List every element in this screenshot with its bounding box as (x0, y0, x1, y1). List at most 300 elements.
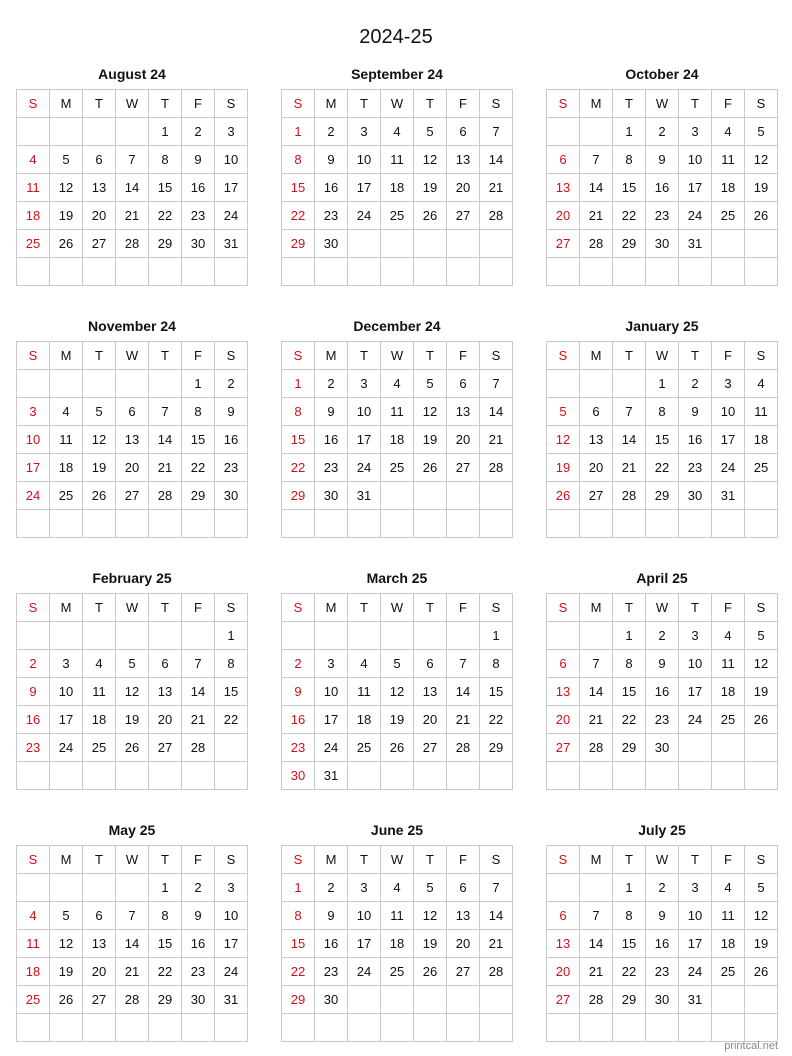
day-cell: 11 (348, 678, 381, 706)
month-title: January 25 (625, 318, 699, 334)
day-cell: 7 (447, 650, 480, 678)
empty-cell (712, 986, 745, 1014)
month-table (16, 341, 248, 538)
day-cell: 12 (745, 146, 778, 174)
empty-cell (116, 510, 149, 538)
empty-cell (745, 1014, 778, 1042)
day-cell: 20 (447, 174, 480, 202)
empty-cell (745, 482, 778, 510)
weekday-header: S (480, 846, 513, 874)
day-cell: 8 (646, 398, 679, 426)
weekday-header: T (83, 594, 116, 622)
month-table (16, 593, 248, 790)
day-cell: 19 (50, 202, 83, 230)
empty-cell (149, 370, 182, 398)
day-cell: 19 (745, 930, 778, 958)
day-cell: 29 (282, 230, 315, 258)
day-cell: 2 (315, 370, 348, 398)
weekday-header: T (149, 594, 182, 622)
empty-cell (315, 622, 348, 650)
empty-cell (480, 230, 513, 258)
empty-cell (116, 118, 149, 146)
weekday-header: S (547, 594, 580, 622)
day-cell: 14 (480, 398, 513, 426)
day-cell: 22 (613, 958, 646, 986)
day-cell: 26 (414, 202, 447, 230)
empty-cell (480, 258, 513, 286)
weekday-header: T (613, 90, 646, 118)
day-cell: 27 (447, 454, 480, 482)
weekday-header: M (580, 594, 613, 622)
month-calendar (546, 563, 778, 790)
empty-cell (580, 874, 613, 902)
day-cell: 18 (83, 706, 116, 734)
day-cell: 14 (580, 678, 613, 706)
empty-cell (282, 622, 315, 650)
empty-cell (712, 762, 745, 790)
day-cell: 10 (712, 398, 745, 426)
day-cell: 11 (381, 146, 414, 174)
day-cell: 8 (613, 902, 646, 930)
day-cell: 28 (116, 986, 149, 1014)
empty-cell (282, 1014, 315, 1042)
empty-cell (447, 762, 480, 790)
day-cell: 3 (348, 874, 381, 902)
day-cell: 14 (182, 678, 215, 706)
empty-cell (381, 762, 414, 790)
day-cell: 15 (149, 174, 182, 202)
month-calendar (16, 563, 248, 790)
day-cell: 17 (17, 454, 50, 482)
day-cell: 22 (149, 958, 182, 986)
empty-cell (745, 734, 778, 762)
day-cell: 24 (17, 482, 50, 510)
empty-cell (83, 762, 116, 790)
day-cell: 1 (182, 370, 215, 398)
day-cell: 23 (315, 454, 348, 482)
weekday-header: W (381, 594, 414, 622)
day-cell: 8 (149, 902, 182, 930)
day-cell: 13 (547, 678, 580, 706)
day-cell: 9 (182, 902, 215, 930)
empty-cell (116, 874, 149, 902)
day-cell: 5 (83, 398, 116, 426)
weekday-header: S (17, 90, 50, 118)
empty-cell (83, 510, 116, 538)
day-cell: 17 (215, 174, 248, 202)
day-cell: 23 (315, 958, 348, 986)
day-cell: 28 (580, 986, 613, 1014)
weekday-header: F (447, 90, 480, 118)
day-cell: 5 (381, 650, 414, 678)
day-cell: 30 (315, 230, 348, 258)
day-cell: 12 (116, 678, 149, 706)
weekday-header: S (547, 846, 580, 874)
month-title: May 25 (108, 822, 156, 838)
day-cell: 30 (182, 986, 215, 1014)
weekday-header: S (480, 90, 513, 118)
weekday-header: M (50, 342, 83, 370)
day-cell: 26 (547, 482, 580, 510)
day-cell: 16 (646, 678, 679, 706)
day-cell: 2 (282, 650, 315, 678)
day-cell: 12 (745, 902, 778, 930)
month-table (546, 341, 778, 538)
day-cell: 2 (182, 118, 215, 146)
day-cell: 19 (414, 174, 447, 202)
empty-cell (17, 1014, 50, 1042)
day-cell: 21 (116, 202, 149, 230)
weekday-header: W (116, 342, 149, 370)
day-cell: 28 (116, 230, 149, 258)
day-cell: 15 (613, 678, 646, 706)
day-cell: 1 (282, 118, 315, 146)
day-cell: 11 (712, 902, 745, 930)
day-cell: 1 (480, 622, 513, 650)
day-cell: 27 (447, 202, 480, 230)
weekday-header: F (447, 846, 480, 874)
weekday-header: W (646, 342, 679, 370)
day-cell: 14 (480, 146, 513, 174)
day-cell: 14 (613, 426, 646, 454)
day-cell: 7 (580, 650, 613, 678)
weekday-header: W (646, 846, 679, 874)
day-cell: 25 (745, 454, 778, 482)
empty-cell (679, 1014, 712, 1042)
month-title: December 24 (353, 318, 441, 334)
day-cell: 10 (17, 426, 50, 454)
weekday-header: T (613, 594, 646, 622)
weekday-header: F (712, 90, 745, 118)
empty-cell (83, 370, 116, 398)
day-cell: 26 (745, 958, 778, 986)
day-cell: 19 (745, 174, 778, 202)
day-cell: 25 (50, 482, 83, 510)
day-cell: 30 (182, 230, 215, 258)
empty-cell (348, 258, 381, 286)
day-cell: 26 (745, 706, 778, 734)
day-cell: 9 (315, 902, 348, 930)
day-cell: 31 (315, 762, 348, 790)
day-cell: 7 (116, 146, 149, 174)
empty-cell (215, 510, 248, 538)
day-cell: 27 (580, 482, 613, 510)
day-cell: 19 (381, 706, 414, 734)
day-cell: 7 (580, 902, 613, 930)
day-cell: 4 (381, 118, 414, 146)
day-cell: 30 (282, 762, 315, 790)
empty-cell (679, 734, 712, 762)
day-cell: 5 (50, 902, 83, 930)
empty-cell (83, 1014, 116, 1042)
day-cell: 2 (679, 370, 712, 398)
day-cell: 13 (580, 426, 613, 454)
day-cell: 25 (712, 202, 745, 230)
day-cell: 21 (447, 706, 480, 734)
day-cell: 6 (547, 146, 580, 174)
day-cell: 12 (745, 650, 778, 678)
empty-cell (315, 1014, 348, 1042)
day-cell: 5 (414, 874, 447, 902)
day-cell: 18 (348, 706, 381, 734)
day-cell: 4 (348, 650, 381, 678)
month-table (281, 593, 513, 790)
day-cell: 19 (116, 706, 149, 734)
empty-cell (547, 874, 580, 902)
day-cell: 8 (215, 650, 248, 678)
day-cell: 20 (414, 706, 447, 734)
day-cell: 15 (480, 678, 513, 706)
day-cell: 19 (414, 930, 447, 958)
empty-cell (348, 986, 381, 1014)
empty-cell (50, 510, 83, 538)
day-cell: 25 (348, 734, 381, 762)
empty-cell (83, 258, 116, 286)
day-cell: 24 (348, 958, 381, 986)
day-cell: 22 (282, 454, 315, 482)
empty-cell (348, 1014, 381, 1042)
weekday-header: F (712, 594, 745, 622)
day-cell: 22 (646, 454, 679, 482)
day-cell: 14 (149, 426, 182, 454)
day-cell: 6 (447, 370, 480, 398)
day-cell: 24 (679, 958, 712, 986)
weekday-header: F (712, 846, 745, 874)
day-cell: 18 (17, 202, 50, 230)
day-cell: 13 (547, 930, 580, 958)
empty-cell (149, 622, 182, 650)
day-cell: 30 (646, 230, 679, 258)
day-cell: 15 (646, 426, 679, 454)
day-cell: 10 (679, 902, 712, 930)
day-cell: 20 (547, 202, 580, 230)
day-cell: 20 (447, 426, 480, 454)
day-cell: 24 (50, 734, 83, 762)
empty-cell (149, 510, 182, 538)
empty-cell (149, 762, 182, 790)
weekday-header: T (613, 846, 646, 874)
day-cell: 25 (712, 706, 745, 734)
day-cell: 14 (447, 678, 480, 706)
weekday-header: W (646, 90, 679, 118)
day-cell: 17 (348, 930, 381, 958)
day-cell: 15 (282, 930, 315, 958)
day-cell: 28 (580, 230, 613, 258)
empty-cell (414, 482, 447, 510)
empty-cell (50, 874, 83, 902)
weekday-header: T (679, 594, 712, 622)
empty-cell (547, 370, 580, 398)
day-cell: 16 (17, 706, 50, 734)
weekday-header: S (547, 342, 580, 370)
day-cell: 31 (348, 482, 381, 510)
month-calendar (281, 815, 513, 1042)
empty-cell (447, 230, 480, 258)
weekday-header: M (50, 846, 83, 874)
month-title: November 24 (88, 318, 176, 334)
empty-cell (679, 258, 712, 286)
day-cell: 25 (381, 202, 414, 230)
weekday-header: W (116, 846, 149, 874)
day-cell: 24 (215, 958, 248, 986)
weekday-header: M (315, 594, 348, 622)
day-cell: 31 (679, 986, 712, 1014)
day-cell: 29 (613, 734, 646, 762)
day-cell: 15 (215, 678, 248, 706)
empty-cell (348, 510, 381, 538)
day-cell: 18 (745, 426, 778, 454)
day-cell: 17 (215, 930, 248, 958)
month-calendar (16, 815, 248, 1042)
weekday-header: M (580, 342, 613, 370)
day-cell: 11 (381, 398, 414, 426)
day-cell: 13 (447, 146, 480, 174)
day-cell: 10 (50, 678, 83, 706)
day-cell: 15 (282, 426, 315, 454)
month-calendar (546, 311, 778, 538)
day-cell: 22 (480, 706, 513, 734)
day-cell: 25 (83, 734, 116, 762)
day-cell: 4 (17, 902, 50, 930)
day-cell: 27 (83, 230, 116, 258)
day-cell: 3 (348, 370, 381, 398)
empty-cell (381, 510, 414, 538)
empty-cell (348, 230, 381, 258)
day-cell: 24 (315, 734, 348, 762)
weekday-header: M (580, 846, 613, 874)
day-cell: 28 (480, 958, 513, 986)
day-cell: 16 (315, 426, 348, 454)
day-cell: 7 (480, 118, 513, 146)
day-cell: 4 (381, 370, 414, 398)
day-cell: 27 (447, 958, 480, 986)
day-cell: 10 (679, 146, 712, 174)
day-cell: 4 (17, 146, 50, 174)
day-cell: 19 (414, 426, 447, 454)
day-cell: 6 (116, 398, 149, 426)
day-cell: 12 (50, 930, 83, 958)
weekday-header: T (679, 342, 712, 370)
day-cell: 17 (315, 706, 348, 734)
month-title: February 25 (92, 570, 172, 586)
empty-cell (480, 482, 513, 510)
day-cell: 6 (83, 902, 116, 930)
day-cell: 10 (679, 650, 712, 678)
weekday-header: T (83, 342, 116, 370)
weekday-header: F (712, 342, 745, 370)
weekday-header: S (17, 342, 50, 370)
day-cell: 22 (613, 706, 646, 734)
day-cell: 14 (580, 930, 613, 958)
day-cell: 25 (17, 230, 50, 258)
weekday-header: F (182, 846, 215, 874)
weekday-header: S (480, 342, 513, 370)
empty-cell (381, 622, 414, 650)
day-cell: 15 (613, 174, 646, 202)
day-cell: 13 (547, 174, 580, 202)
weekday-header: W (381, 846, 414, 874)
weekday-header: S (17, 594, 50, 622)
empty-cell (50, 370, 83, 398)
month-calendar (281, 311, 513, 538)
day-cell: 23 (182, 958, 215, 986)
month-title: April 25 (636, 570, 688, 586)
day-cell: 29 (282, 482, 315, 510)
day-cell: 30 (215, 482, 248, 510)
weekday-header: F (447, 342, 480, 370)
day-cell: 27 (547, 230, 580, 258)
month-calendar (16, 311, 248, 538)
day-cell: 27 (547, 986, 580, 1014)
empty-cell (282, 510, 315, 538)
month-calendar (281, 59, 513, 286)
day-cell: 19 (83, 454, 116, 482)
day-cell: 27 (116, 482, 149, 510)
empty-cell (613, 370, 646, 398)
month-calendar (546, 59, 778, 286)
day-cell: 31 (712, 482, 745, 510)
day-cell: 16 (315, 174, 348, 202)
weekday-header: M (580, 90, 613, 118)
day-cell: 14 (580, 174, 613, 202)
weekday-header: T (149, 342, 182, 370)
day-cell: 14 (116, 930, 149, 958)
day-cell: 16 (215, 426, 248, 454)
day-cell: 11 (17, 930, 50, 958)
day-cell: 31 (215, 986, 248, 1014)
day-cell: 15 (613, 930, 646, 958)
day-cell: 9 (315, 398, 348, 426)
day-cell: 5 (414, 370, 447, 398)
day-cell: 18 (50, 454, 83, 482)
empty-cell (646, 762, 679, 790)
weekday-header: S (215, 846, 248, 874)
day-cell: 26 (50, 986, 83, 1014)
day-cell: 26 (381, 734, 414, 762)
empty-cell (282, 258, 315, 286)
weekday-header: T (679, 90, 712, 118)
day-cell: 6 (547, 650, 580, 678)
day-cell: 9 (315, 146, 348, 174)
empty-cell (547, 510, 580, 538)
empty-cell (580, 118, 613, 146)
empty-cell (50, 118, 83, 146)
day-cell: 10 (315, 678, 348, 706)
weekday-header: S (745, 846, 778, 874)
day-cell: 8 (149, 146, 182, 174)
empty-cell (679, 510, 712, 538)
day-cell: 23 (679, 454, 712, 482)
day-cell: 12 (50, 174, 83, 202)
day-cell: 20 (580, 454, 613, 482)
empty-cell (17, 622, 50, 650)
empty-cell (712, 510, 745, 538)
day-cell: 3 (679, 874, 712, 902)
weekday-header: T (348, 90, 381, 118)
empty-cell (17, 118, 50, 146)
day-cell: 15 (282, 174, 315, 202)
month-title: June 25 (370, 822, 424, 838)
day-cell: 7 (480, 874, 513, 902)
weekday-header: S (215, 342, 248, 370)
day-cell: 30 (315, 482, 348, 510)
day-cell: 10 (348, 902, 381, 930)
day-cell: 16 (646, 174, 679, 202)
empty-cell (745, 762, 778, 790)
day-cell: 20 (83, 202, 116, 230)
day-cell: 4 (381, 874, 414, 902)
day-cell: 13 (447, 902, 480, 930)
